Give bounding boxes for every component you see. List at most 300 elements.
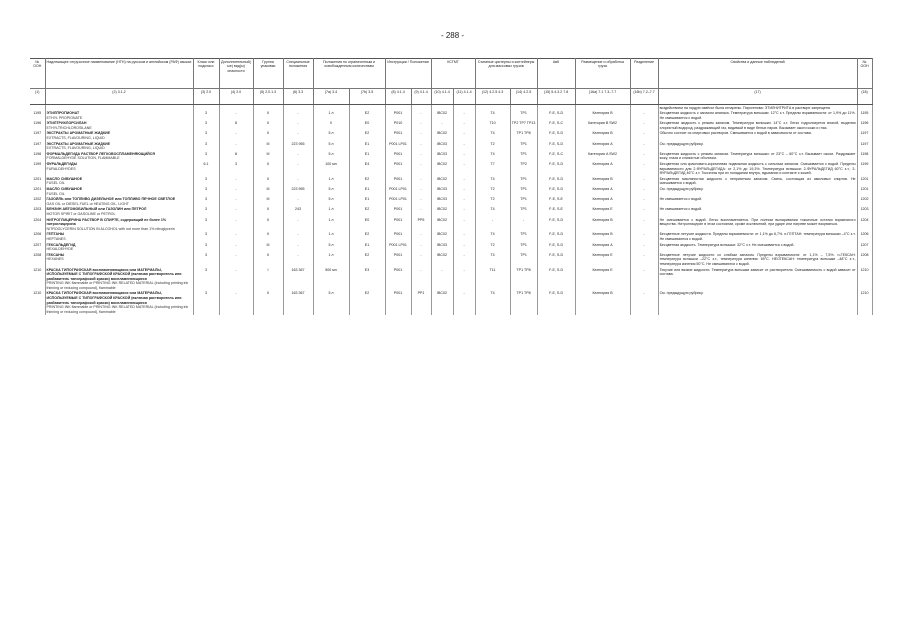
cell-name xyxy=(45,232,193,242)
cell-un2: 1207 xyxy=(857,242,872,252)
name-english: HEPTANES xyxy=(46,236,66,241)
cell-tp: TP1 TP8 xyxy=(510,131,537,141)
cell-cls: 3 xyxy=(193,187,219,197)
table-row xyxy=(30,242,872,252)
table-row xyxy=(30,151,872,161)
cell-name xyxy=(45,176,193,186)
table-row xyxy=(30,141,872,151)
cell-ems: F-E, S-C xyxy=(537,121,575,131)
cell-ti: - xyxy=(475,217,510,232)
cell-cls: 3 xyxy=(193,151,219,161)
cell-un2: 1208 xyxy=(857,252,872,267)
cell-sub: - xyxy=(219,291,253,315)
cell-sp: - xyxy=(283,252,313,267)
name-english: MOTOR SPIRIT or GASOLINE or PETROL xyxy=(46,211,116,216)
cell-pi: P001 xyxy=(385,131,411,141)
cell-ibc: IBC02 xyxy=(431,131,453,141)
cell-lq: 5 л xyxy=(313,151,349,161)
cell-sp: 223 955 xyxy=(283,187,313,197)
cell-ems: F-E, S-D xyxy=(537,111,575,121)
cell-cls: 3 xyxy=(193,131,219,141)
table-row xyxy=(30,267,872,291)
cell-ems: F-E, S-D xyxy=(537,252,575,267)
cell-sp: 163 367 xyxy=(283,291,313,315)
cell-props: Бесцветная жидкость с запахом ананаса. Температура вспышки: 12°C з.т. Пределы взрываемости: от 1,9% до 11%. Не смешивается с водой. xyxy=(659,111,856,120)
table-row xyxy=(30,207,872,217)
cell-un: 1197 xyxy=(30,141,45,151)
cell-ibp: - xyxy=(453,162,475,177)
cell-sp: 243 xyxy=(283,207,313,217)
table-row xyxy=(30,217,872,232)
cell-ti: T4 xyxy=(475,207,510,217)
cell-name xyxy=(45,197,193,207)
cell-stow: Категория B xyxy=(575,217,630,232)
cell-name xyxy=(45,242,193,252)
cell-ibp: - xyxy=(453,176,475,186)
cell-ti: T4 xyxy=(475,151,510,161)
cell-sub: - xyxy=(219,131,253,141)
cell-seg: - xyxy=(630,131,658,141)
cell-pg: II xyxy=(253,252,283,267)
cell-stow: Категория E xyxy=(575,252,630,267)
cell-ems: F-E, S-C xyxy=(537,151,575,161)
cell-pp: PP1 xyxy=(411,291,431,315)
cell-ti: T11 xyxy=(475,267,510,291)
cell-ibp: - xyxy=(453,131,475,141)
cell-cls: 3 xyxy=(193,141,219,151)
cell-un2: 1201 xyxy=(857,187,872,197)
name-english: ETHYL PROPIONATE xyxy=(46,115,83,120)
cell-pi: P001 xyxy=(385,267,411,291)
cell-pg: II xyxy=(253,232,283,242)
cell-cls: 3 xyxy=(193,252,219,267)
header-un: № ООН xyxy=(30,59,45,89)
cell-name xyxy=(45,187,193,197)
cell-ems: F-E, S-D xyxy=(537,176,575,186)
name-english: FORMALDEHYDE SOLUTION, FLAMMABLE xyxy=(46,156,120,161)
name-russian: БЕНЗИН АВТОМОБИЛЬНЫЙ или ГАЗОЛИН или ПЕТРОЛ xyxy=(46,207,147,212)
name-russian: ГЕКСАЛЬДЕГИД xyxy=(46,242,76,247)
cell-ems: F-E, S-D xyxy=(537,162,575,177)
cell-eq: E0 xyxy=(349,121,385,131)
cell-ibp: - xyxy=(453,267,475,291)
header-number-cell: (6) 3.3 xyxy=(283,89,313,105)
cell-props: Бесцветная жидкость. Температура вспышки: 32°C з.т. Не смешивается с водой. xyxy=(658,242,857,252)
cell-seg: - xyxy=(630,197,658,207)
cell-props: воздействием на гордую извёсьт была отпарены. Пирогенова: ЭТИЛНИТРИТА в растворе запрещена xyxy=(658,105,857,111)
header-number-cell: (3) 2.0 xyxy=(193,89,219,105)
cell-un: 1196 xyxy=(30,121,45,131)
table-row xyxy=(30,232,872,242)
cell-tp: TP1 xyxy=(510,141,537,151)
cell-un: 1210 xyxy=(30,267,45,291)
name-english: EXTRACTS, FLAVOURING, LIQUID xyxy=(46,146,105,151)
cell-pp: - xyxy=(411,232,431,242)
cell-stow: Категория B xyxy=(575,111,630,121)
cell-un: 1201 xyxy=(30,176,45,186)
cell-un2: 1196 xyxy=(857,121,872,131)
cell-eq: E1 xyxy=(349,197,385,207)
cell-cls: 3 xyxy=(193,207,219,217)
cell-un2: 1206 xyxy=(857,232,872,242)
cell-lq: 1 л xyxy=(313,217,349,232)
cell-sub: 3 xyxy=(219,162,253,177)
cell-un: 1207 xyxy=(30,242,45,252)
cell-tp: TP1 xyxy=(510,176,537,186)
cell-ems: F-E, S-D xyxy=(537,267,575,291)
header-number-cell: (10) 4.1.4 xyxy=(431,89,453,105)
cell-tp: TP1 xyxy=(510,151,537,161)
cell-ibc: IBC03 xyxy=(431,151,453,161)
cell-lq: 5 л xyxy=(313,131,349,141)
header-number-cell: (7a) 3.4 xyxy=(313,89,349,105)
cell-sub: - xyxy=(219,141,253,151)
cell-ibp: - xyxy=(453,121,475,131)
cell-ems: F-E, S-D xyxy=(537,217,575,232)
dangerous-goods-table xyxy=(30,58,873,315)
cell-ti: T7 xyxy=(475,162,510,177)
cell-ibc: IBC03 xyxy=(431,197,453,207)
header-packing-group: Группа упаковки xyxy=(253,59,283,89)
cell-pi: P001 xyxy=(385,111,411,121)
cell-sub: - xyxy=(219,242,253,252)
cell-un2: 1198 xyxy=(857,151,872,161)
cell-ems: F-E, S-D xyxy=(537,131,575,141)
cell-seg: - xyxy=(630,111,658,121)
name-russian: ФОРМАЛЬДЕГИДА РАСТВОР ЛЕГКОВОСПЛАМЕНЯЮЩИЙСЯ xyxy=(46,151,155,156)
cell-props: См. предыдущую рубрику. xyxy=(658,141,857,151)
cell-props: Бесцветные летучие жидкости со слабым запахом. Пределы взрываемости: от 1,1% – 7,5%. н-ГЕКСАН: температура вспышки –22°C з.т., температура кипения: 69°C. НЕОГЕКСАН: температура вспышки –48°C з.т., температура кипения 50°C. Не смешиваются с водой. xyxy=(659,252,856,266)
table-row xyxy=(30,121,872,131)
cell-seg: - xyxy=(630,121,658,131)
cell-ti: T10 xyxy=(475,121,510,131)
table-row xyxy=(30,176,872,186)
cell-stow: Категория B xyxy=(575,291,630,315)
cell-seg: - xyxy=(630,242,658,252)
cell-sub: 8 xyxy=(219,151,253,161)
cell-stow: Категория E xyxy=(575,267,630,291)
cell-pg: III xyxy=(253,197,283,207)
cell-eq: E3 xyxy=(349,267,385,291)
cell-pg: II xyxy=(253,131,283,141)
cell-un: 1197 xyxy=(30,131,45,141)
cell-lq: 5 л xyxy=(313,242,349,252)
cell-tp: TP1 xyxy=(510,242,537,252)
cell-ti: T4 xyxy=(475,111,510,121)
cell-pi: P010 xyxy=(385,121,411,131)
cell-pp: - xyxy=(411,111,431,121)
name-english: ETHYLTRICHLOROSILANE xyxy=(46,125,92,130)
cell-ems: F-E, S-D xyxy=(537,291,575,315)
cell-pi: P001 LP01 xyxy=(385,242,411,252)
cell-cls: 3 xyxy=(193,267,219,291)
cell-props: Не смешивается с водой. Легко воспламеняется. При полном выпаривании токсичные остатки взрывчатого вещества. Нитроглицерин в этом состоянии, кроме исключений, при ударе или нагреве может взорваться. xyxy=(658,217,857,232)
cell-pg: II xyxy=(253,207,283,217)
cell-ibc: IBC02 xyxy=(431,176,453,186)
cell-tp: TP1 xyxy=(510,197,537,207)
cell-lq: 1 л xyxy=(313,111,349,121)
header-number-cell: (12) 4.2.5 4.3 xyxy=(475,89,510,105)
cell-lq: 1 л xyxy=(313,207,349,217)
cell-pp: - xyxy=(411,207,431,217)
cell-sp: - xyxy=(283,131,313,141)
cell-name xyxy=(45,267,193,291)
cell-stow: Категория A xyxy=(575,242,630,252)
cell-eq: E1 xyxy=(349,151,385,161)
cell-name xyxy=(45,141,193,151)
cell-ibc: - xyxy=(431,267,453,291)
header-name: Надлежащее отгрузочное наименование (НТН) на русском и английском (РАФ) языках xyxy=(45,59,193,89)
cell-pp: PP5 xyxy=(411,217,431,232)
cell-ems: F-E, S-D xyxy=(537,242,575,252)
cell-sub: - xyxy=(219,267,253,291)
cell-un: 1204 xyxy=(30,217,45,232)
header-quantities: Положения по ограниченным и освобожденным количествам xyxy=(313,59,385,89)
cell-sp: - xyxy=(283,217,313,232)
cell-pp: - xyxy=(411,267,431,291)
cell-eq: E2 xyxy=(349,111,385,121)
name-russian: ЭКСТРАКТЫ АРОМАТНЫЕ ЖИДКИЕ xyxy=(46,141,110,146)
cell-lq: 5 л xyxy=(313,187,349,197)
cell-seg: - xyxy=(630,267,658,291)
cell-pi: P001 xyxy=(385,162,411,177)
cell-stow: Категория A xyxy=(575,141,630,151)
cell-un: 1208 xyxy=(30,252,45,267)
cell-stow: Категория B xyxy=(575,131,630,141)
cell-pg: I xyxy=(253,267,283,291)
cell-ibp: - xyxy=(453,197,475,207)
cell-props: Бесцветная маслянистая жидкость с неприятным запахом. Смесь, состоящая из амиловых спиртов. Не смешивается с водой. xyxy=(659,176,856,186)
cell-un2: 1197 xyxy=(857,131,872,141)
header-ems: АвК xyxy=(537,59,575,89)
cell-pi: P001 xyxy=(385,176,411,186)
cell-ems: F-E, S-D xyxy=(537,232,575,242)
cell-ibc: IBC02 xyxy=(431,217,453,232)
cell-sp: 163 367 xyxy=(283,267,313,291)
header-number-cell: (8) 4.1.4 xyxy=(385,89,411,105)
name-english: HEXANES xyxy=(46,257,64,262)
cell-un: 1198 xyxy=(30,151,45,161)
cell-ti: T4 xyxy=(475,291,510,315)
name-english: PRINTING INK flammable or PRINTING INK RELATED MATERIAL (including printing ink thinning or reducing compound), flammable xyxy=(46,305,189,314)
cell-pg: II xyxy=(253,217,283,232)
cell-pp: - xyxy=(411,252,431,267)
cell-seg: - xyxy=(630,207,658,217)
header-number-cell: (16a) 7.1 7.3–7.7 xyxy=(575,89,630,105)
cell-cls: 3 xyxy=(193,217,219,232)
cell-ibp: - xyxy=(453,207,475,217)
header-number-cell: (18) xyxy=(857,89,872,105)
cell-pi: P001 LP01 xyxy=(385,197,411,207)
cell-ti: T4 xyxy=(475,252,510,267)
cell-seg: - xyxy=(630,151,658,161)
name-russian: КРАСКА ТИПОГРАФСКАЯ воспламеняющаяся или МАТЕРИАЛЫ, ИСПОЛЬЗУЕМЫЕ С ТИПОГРАФСКОЙ КРАСКОЙ (включая растворитель или разбавитель типографской краски) воспламеняющиеся xyxy=(46,267,182,281)
cell-tp: - xyxy=(510,217,537,232)
name-russian: ГАЗОЙЛЬ или ТОПЛИВО ДИЗЕЛЬНОЕ или ТОПЛИВО ПЕЧНОЕ СВЕТЛОЕ xyxy=(46,197,176,202)
cell-pi: P001 xyxy=(385,291,411,315)
cell-un2: 1195 xyxy=(857,111,872,121)
header-number-cell: (2) 3.1.2 xyxy=(45,89,193,105)
cell-pp: - xyxy=(411,121,431,131)
cell-un2: 1201 xyxy=(857,176,872,186)
cell-tp: TP1 xyxy=(510,207,537,217)
cell-sp: 223 955 xyxy=(283,141,313,151)
cell-sub: - xyxy=(219,187,253,197)
cell-sub: - xyxy=(219,176,253,186)
cell-seg: - xyxy=(630,187,658,197)
table-body xyxy=(30,105,872,315)
cell-pg: III xyxy=(253,187,283,197)
table-row xyxy=(30,187,872,197)
cell-un2: 1199 xyxy=(857,162,872,177)
cell-eq: E2 xyxy=(349,252,385,267)
cell-un2: 1210 xyxy=(857,291,872,315)
cell-ibp: - xyxy=(453,291,475,315)
cell-name xyxy=(45,121,193,131)
cell-props: Текучие или вязкие жидкости. Температура вспышки зависит от растворителя. Смешиваемость с водой зависит от состава. xyxy=(658,267,857,291)
cell-stow: Категория B SW2 xyxy=(575,121,630,131)
cell-pi: P001 LP01 xyxy=(385,187,411,197)
cell-un2: 1202 xyxy=(857,197,872,207)
cell-un: 1199 xyxy=(30,162,45,177)
cell-name xyxy=(45,207,193,217)
cell-name xyxy=(45,291,193,315)
cell-tp: TP2 xyxy=(510,162,537,177)
cell-seg: - xyxy=(630,176,658,186)
cell-sp: - xyxy=(283,151,313,161)
header-number-cell: (15) 5.4.3.2 7.8 xyxy=(537,89,575,105)
name-english: FURALDEHYDES xyxy=(46,166,76,171)
cell-ibc: IBC02 xyxy=(431,162,453,177)
cell-sub: - xyxy=(219,197,253,207)
cell-ti: T2 xyxy=(475,187,510,197)
cell-name xyxy=(45,151,193,161)
cell-tp: TP1 xyxy=(510,232,537,242)
cell-lq: 100 мл xyxy=(313,162,349,177)
cell-sub: - xyxy=(219,207,253,217)
cell-stow: Категория B xyxy=(575,176,630,186)
cell-stow: Категория B xyxy=(575,232,630,242)
header-ibc: КСГМГ xyxy=(431,59,475,89)
cell-props: Бесцветная жидкость с резким запахом. Температура вспышки: от 23°C – 60°C з.т. Вызывает ожоги. Раздражает кожу, глаза и слизистые оболочки. xyxy=(659,151,856,161)
name-russian: МАСЛО СИВУШНОЕ xyxy=(46,187,83,191)
cell-sp: - xyxy=(283,121,313,131)
header-number-cell: (9) 4.1.4 xyxy=(411,89,431,105)
cell-props: Не смешивается с водой. xyxy=(658,197,857,207)
cell-lq: 0 xyxy=(313,121,349,131)
name-english: PRINTING INK flammable or PRINTING INK RELATED MATERIAL (including printing ink thinning or reducing compound), flammable xyxy=(46,281,189,290)
cell-ibc: IBC03 xyxy=(431,187,453,197)
cell-sub: 8 xyxy=(219,121,253,131)
cell-sp: - xyxy=(283,197,313,207)
cell-props: См. предыдущую рубрику. xyxy=(658,291,857,315)
cell-lq: 1 л xyxy=(313,252,349,267)
header-tanks: Съемные цистерны и контейнеры для массовых грузов xyxy=(475,59,537,89)
cell-pp: - xyxy=(411,176,431,186)
cell-ibp: - xyxy=(453,187,475,197)
header-stowage: Размещение и обработка груза xyxy=(575,59,630,89)
header-subsidiary: Дополнительный(ые) вид(ы) опасности xyxy=(219,59,253,89)
cell-pg: II xyxy=(253,291,283,315)
cell-un2: 1204 xyxy=(857,217,872,232)
name-russian: КРАСКА ТИПОГРАФСКАЯ воспламеняющаяся или МАТЕРИАЛЫ, ИСПОЛЬЗУЕМЫЕ С ТИПОГРАФСКОЙ КРАСКОЙ (включая растворитель или разбавитель типографской краски) воспламеняющиеся xyxy=(46,291,182,305)
cell-pi: P001 xyxy=(385,217,411,232)
cell-lq: 5 л xyxy=(313,291,349,315)
header-number-cell: (4) 2.0 xyxy=(219,89,253,105)
header-properties: Свойства и данные наблюдений xyxy=(658,59,857,89)
cell-sp: - xyxy=(283,162,313,177)
cell-name xyxy=(45,111,193,121)
cell-lq: 5 л xyxy=(313,141,349,151)
cell-stow: Категория A xyxy=(575,197,630,207)
cell-eq: E2 xyxy=(349,291,385,315)
cell-tp: TP1 TP8 xyxy=(510,267,537,291)
cell-eq: E4 xyxy=(349,162,385,177)
cell-name xyxy=(45,252,193,267)
cell-pp: - xyxy=(411,131,431,141)
cell-pg: III xyxy=(253,242,283,252)
table-row xyxy=(30,252,872,267)
cell-sub: - xyxy=(219,252,253,267)
cell-seg: - xyxy=(630,217,658,232)
cell-ibp: - xyxy=(453,252,475,267)
header-special-provisions: Специальные положения xyxy=(283,59,313,89)
name-english: FUSEL OIL xyxy=(46,191,65,196)
cell-cls: 3 xyxy=(193,291,219,315)
cell-ti: T4 xyxy=(475,176,510,186)
cell-ibp: - xyxy=(453,217,475,232)
cell-pp: - xyxy=(411,187,431,197)
name-russian: НИТРОГЛИЦЕРИНА РАСТВОР В СПИРТЕ, содержащий не более 1% нитроглицерина xyxy=(46,217,167,227)
cell-ibc: IBC03 xyxy=(431,242,453,252)
cell-un: 1201 xyxy=(30,187,45,197)
cell-ibp: - xyxy=(453,151,475,161)
cell-pp: - xyxy=(411,197,431,207)
cell-eq: E2 xyxy=(349,207,385,217)
cell-tp: TP1 TP8 xyxy=(510,291,537,315)
cell-un: 1195 xyxy=(30,111,45,121)
cell-sub: - xyxy=(219,217,253,232)
cell-ibc: IBC02 xyxy=(431,111,453,121)
name-english: NITROGLYCERIN SOLUTION IN ALCOHOL with not more than 1% nitroglycerin xyxy=(46,226,175,231)
cell-un: 1203 xyxy=(30,207,45,217)
cell-cls: 3 xyxy=(193,121,219,131)
cell-eq: E1 xyxy=(349,141,385,151)
header-number-cell: (7b) 3.5 xyxy=(349,89,385,105)
cell-stow: Категория A xyxy=(575,162,630,177)
cell-ibc: IBC02 xyxy=(431,252,453,267)
header-number-cell: (5) 2.0.1.3 xyxy=(253,89,283,105)
cell-pp: - xyxy=(411,242,431,252)
cell-cls: 3 xyxy=(193,111,219,121)
cell-eq: E2 xyxy=(349,232,385,242)
cell-pi: P001 xyxy=(385,252,411,267)
cell-sp: - xyxy=(283,242,313,252)
table-row xyxy=(30,162,872,177)
cell-eq: E2 xyxy=(349,131,385,141)
cell-sub: - xyxy=(219,232,253,242)
cell-cls: 6.1 xyxy=(193,162,219,177)
cell-cls: 3 xyxy=(193,176,219,186)
cell-pg: II xyxy=(253,162,283,177)
cell-ibc: - xyxy=(431,121,453,131)
cell-ibc: IBC03 xyxy=(431,141,453,151)
cell-stow: Категория A xyxy=(575,187,630,197)
cell-cls: 3 xyxy=(193,242,219,252)
cell-name xyxy=(45,131,193,141)
cell-pp: - xyxy=(411,151,431,161)
header-packing: Инструкции / Положения xyxy=(385,59,431,89)
